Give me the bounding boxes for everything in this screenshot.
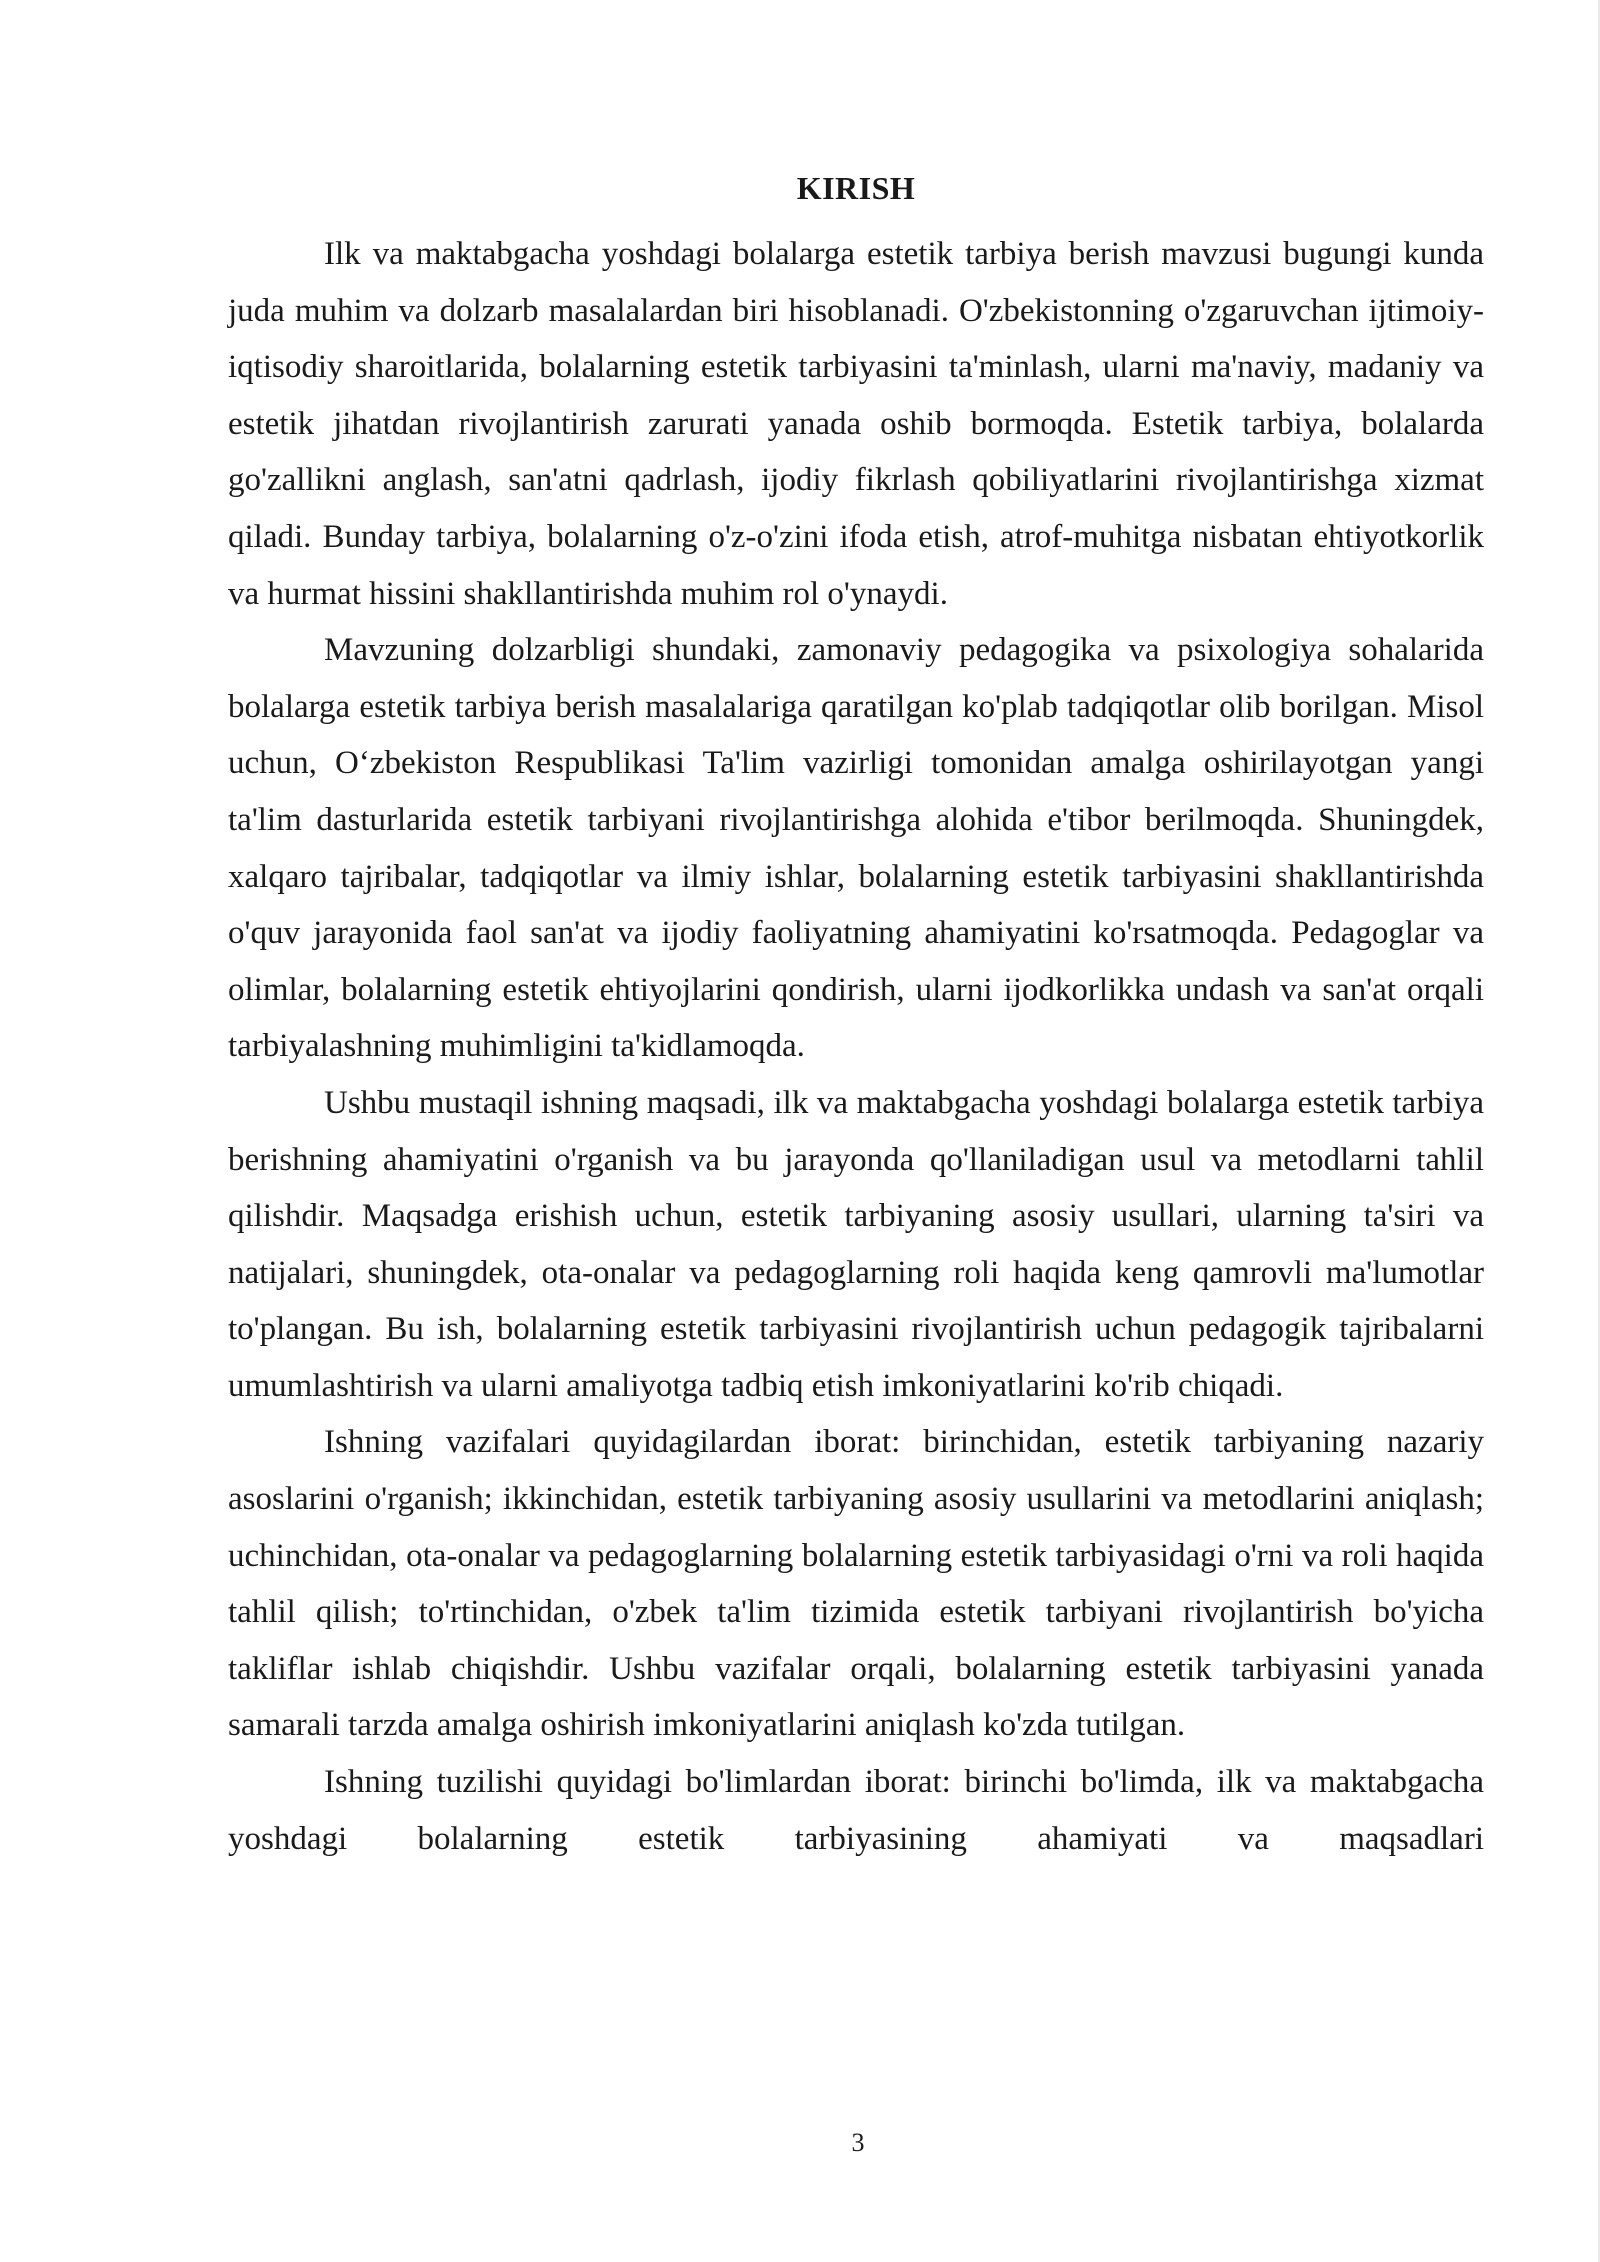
paragraph-purpose: Ushbu mustaqil ishning maqsadi, ilk va maktabgacha yoshdagi bolalarga estetik tarbiya berishning ahamiyatini o'rganish va bu jarayonda qo'llaniladigan usul va metodlarni tahlil qilishdir. Maqsadga erishish uchun, estetik tarbiyaning asosiy usullari, ularning ta'siri va natijalari, shuningdek, ota-onalar va pedagoglarning roli haqida keng qamrovli ma'lumotlar to'plangan. Bu ish, bolalarning estetik tarbiyasini rivojlantirish uchun pedagogik tajribalarni umumlashtirish va ularni amaliyotga tadbiq etish imkoniyatlarini ko'rib chiqadi. <box>228 1084 1484 1404</box>
paragraph-relevance: Mavzuning dolzarbligi shundaki, zamonaviy pedagogika va psixologiya sohalarida bolalarga estetik tarbiya berish masalalariga qaratilgan ko'plab tadqiqotlar olib borilgan. Misol uchun, O‘zbekiston Respublikasi Ta'lim vazirligi tomonidan amalga oshirilayotgan yangi ta'lim dasturlarida estetik tarbiyani rivojlantirishga alohida e'tibor berilmoqda. Shuningdek, xalqaro tajribalar, tadqiqotlar va ilmiy ishlar, bolalarning estetik tarbiyasini shakllantirishda o'quv jarayonida faol san'at va ijodiy faoliyatning ahamiyatini ko'rsatmoqda. Pedagoglar va olimlar, bolalarning estetik ehtiyojlarini qondirish, ularni ijodkorlikka undash va san'at orqali tarbiyalashning muhimligini ta'kidlamoqda. <box>228 632 1484 1065</box>
paragraph-tasks: Ishning vazifalari quyidagilardan iborat: birinchidan, estetik tarbiyaning nazariy asoslarini o'rganish; ikkinchidan, estetik tarbiyaning asosiy usullarini va metodlarini aniqlash; uchinchidan, ota-onalar va pedagoglarning bolalarning estetik tarbiyasidagi o'rni va roli haqida tahlil qilish; to'rtinchidan, o'zbek ta'lim tizimida estetik tarbiyani rivojlantirish bo'yicha takliflar ishlab chiqishdir. Ushbu vazifalar orqali, bolalarning estetik tarbiyasini yanada samarali tarzda amalga oshirish imkoniyatlarini aniqlash ko'zda tutilgan. <box>228 1424 1484 1744</box>
paragraph-introduction: Ilk va maktabgacha yoshdagi bolalarga estetik tarbiya berish mavzusi bugungi kunda juda muhim va dolzarb masalalardan biri hisoblanadi. O'zbekistonning o'zgaruvchan ijtimoiy-iqtisodiy sharoitlarida, bolalarning estetik tarbiyasini ta'minlash, ularni ma'naviy, madaniy va estetik jihatdan rivojlantirish zarurati yanada oshib bormoqda. Estetik tarbiya, bolalarda go'zallikni anglash, san'atni qadrlash, ijodiy fikrlash qobiliyatlarini rivojlantirishga xizmat qiladi. Bunday tarbiya, bolalarning o'z-o'zini ifoda etish, atrof-muhitga nisbatan ehtiyotkorlik va hurmat hissini shakllantirishda muhim rol o'ynaydi. <box>228 236 1484 612</box>
section-title: KIRISH <box>796 170 916 206</box>
page-content <box>228 160 1484 1867</box>
page-number: 3 <box>851 2128 865 2157</box>
paragraph-structure: Ishning tuzilishi quyidagi bo'limlardan iborat: birinchi bo'limda, ilk va maktabgacha yoshdagi bolalarning estetik tarbiyasining ahamiyati va maqsadlari <box>228 1764 1484 1857</box>
